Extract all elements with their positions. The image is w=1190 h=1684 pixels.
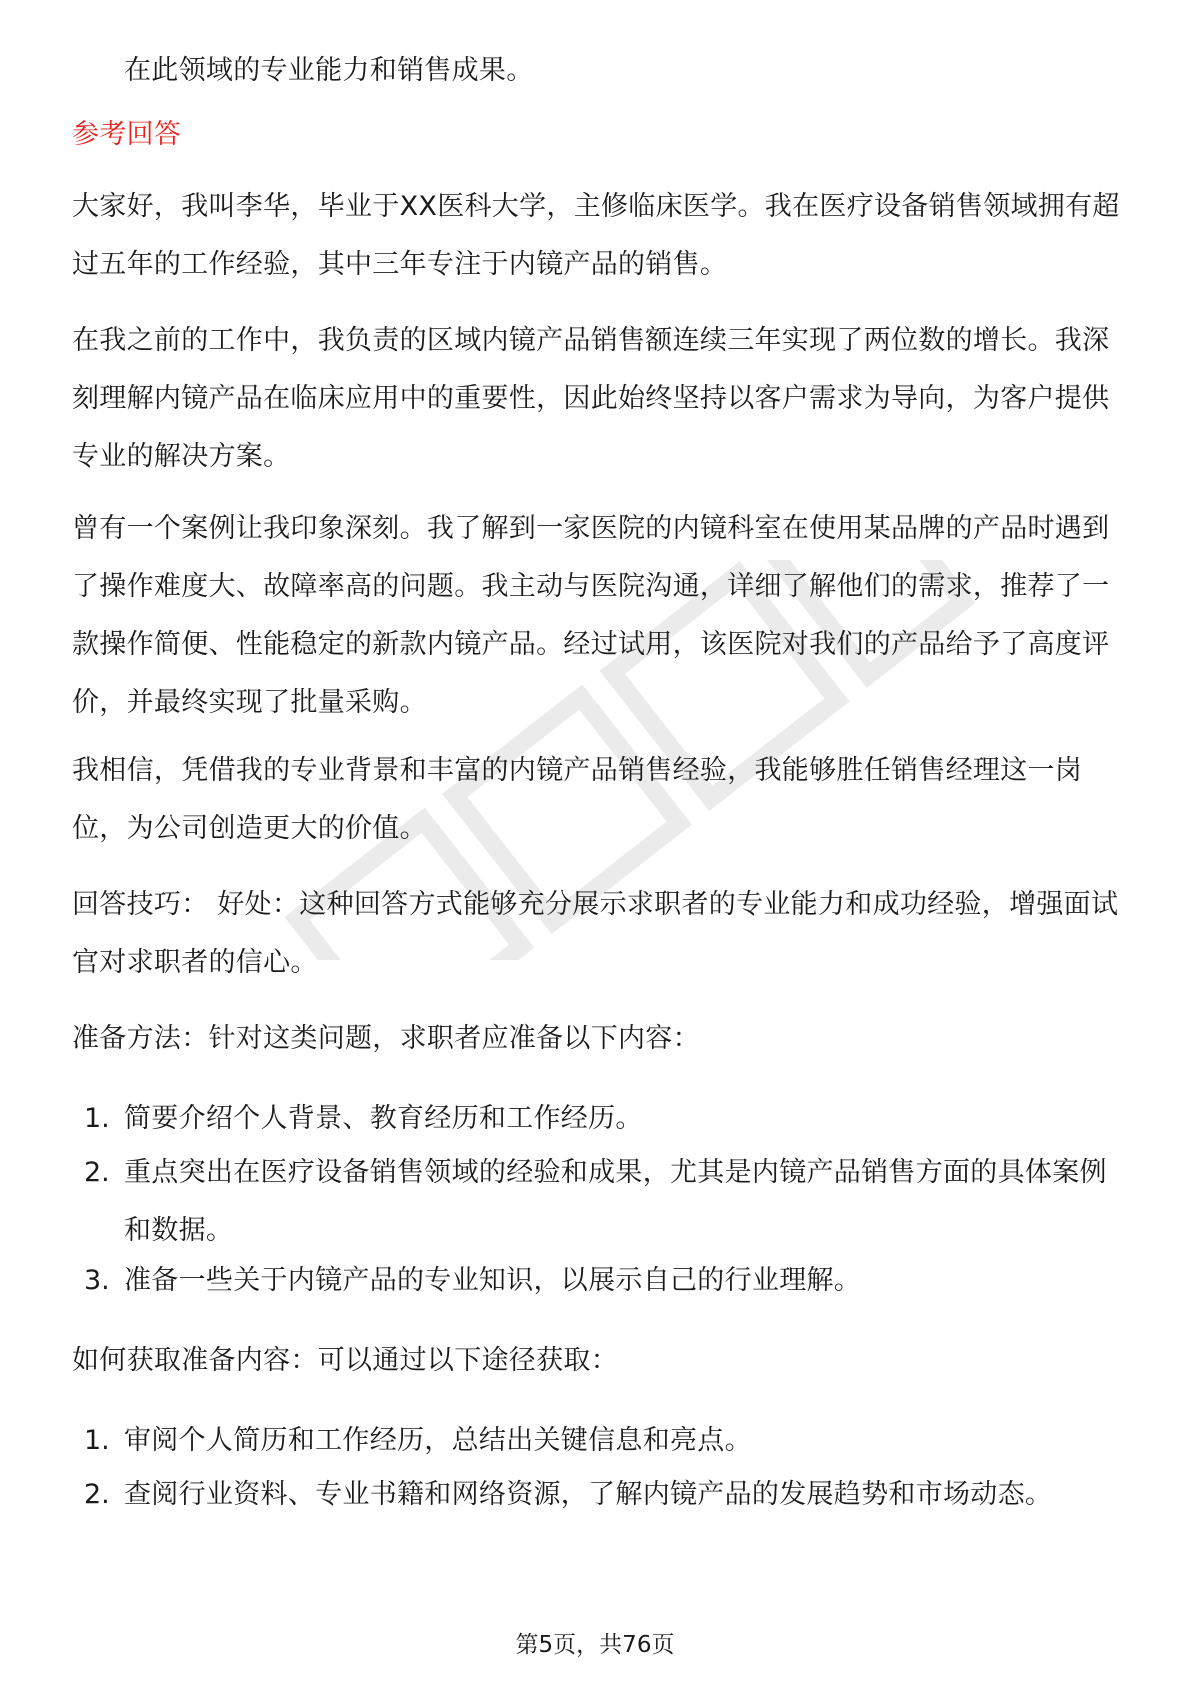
list-text: 审阅个人简历和工作经历，总结出关键信息和亮点。: [124, 1425, 752, 1456]
list-number: 3.: [84, 1265, 110, 1296]
list-text: 简要介绍个人背景、教育经历和工作经历。: [124, 1103, 643, 1134]
list-number: 1.: [84, 1425, 110, 1456]
paragraph-experience: 在我之前的工作中，我负责的区域内镜产品销售额连续三年实现了两位数的增长。我深刻理解内镜产品在临床应用中的重要性，因此始终坚持以客户需求为导向，为客户提供专业的解决方案。: [72, 325, 1110, 472]
list-text: 重点突出在医疗设备销售领域的经验和成果，尤其是内镜产品销售方面的具体案例和数据。: [124, 1157, 1107, 1246]
paragraph-tips: 回答技巧： 好处：这种回答方式能够充分展示求职者的专业能力和成功经验，增强面试官对求职者的信心。: [72, 889, 1119, 978]
list-number: 1.: [84, 1103, 110, 1134]
list-text: 查阅行业资料、专业书籍和网络资源，了解内镜产品的发展趋势和市场动态。: [124, 1479, 1053, 1510]
intro-text: 在此领域的专业能力和销售成果。: [124, 55, 534, 86]
list-number: 2.: [84, 1157, 110, 1188]
page-footer: 第5页，共76页: [515, 1632, 675, 1658]
list-text: 准备一些关于内镜产品的专业知识，以展示自己的行业理解。: [124, 1265, 862, 1296]
paragraph-intro: 大家好，我叫李华，毕业于XX医科大学，主修临床医学。我在医疗设备销售领域拥有超过五年的工作经验，其中三年专注于内镜产品的销售。: [72, 191, 1120, 280]
paragraph-acquire: 如何获取准备内容：可以通过以下途径获取：: [72, 1345, 618, 1376]
paragraph-prep-method: 准备方法：针对这类问题，求职者应准备以下内容：: [72, 1023, 700, 1054]
list-number: 2.: [84, 1479, 110, 1510]
paragraph-case: 曾有一个案例让我印象深刻。我了解到一家医院的内镜科室在使用某品牌的产品时遇到了操作难度大、故障率高的问题。我主动与医院沟通，详细了解他们的需求，推荐了一款操作简便、性能稳定的新款内镜产品。经过试用，该医院对我们的产品给予了高度评价，并最终实现了批量采购。: [72, 513, 1110, 718]
answer-heading: 参考回答: [72, 119, 182, 150]
paragraph-conclusion: 我相信，凭借我的专业背景和丰富的内镜产品销售经验，我能够胜任销售经理这一岗位，为公司创造更大的价值。: [72, 755, 1083, 844]
